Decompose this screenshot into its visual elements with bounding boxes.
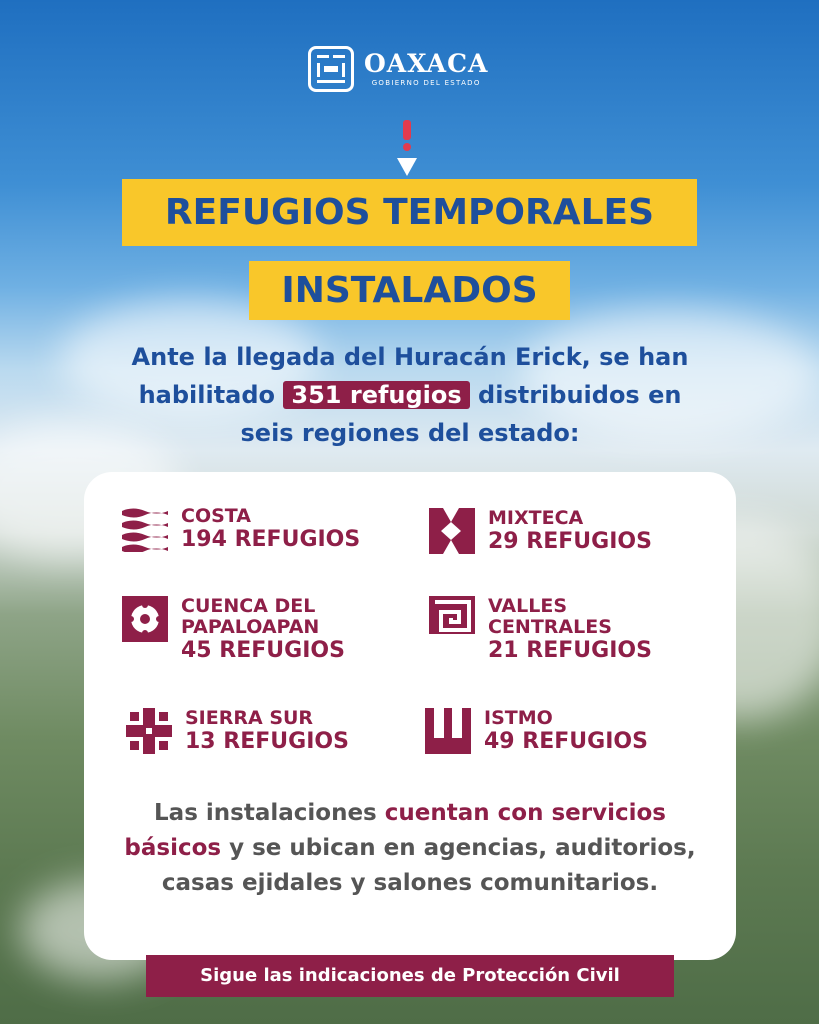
region-name-line-1: CUENCA DEL	[181, 595, 316, 617]
waves-icon	[122, 506, 168, 552]
flower-icon	[122, 596, 168, 642]
refugios-count-highlight: 351 refugios	[283, 381, 469, 409]
intro-line-2-prefix: habilitado	[138, 381, 276, 409]
region-count: 49 REFUGIOS	[484, 729, 648, 754]
region-istmo	[425, 708, 648, 755]
fret-icon	[429, 596, 475, 642]
region-count: 29 REFUGIOS	[488, 529, 652, 554]
intro-line-1: Ante la llegada del Huracán Erick, se han	[131, 343, 689, 371]
logo-subtitle: GOBIERNO DEL ESTADO	[371, 79, 481, 87]
title-line-1: REFUGIOS TEMPORALES	[122, 179, 697, 246]
region-costa	[122, 506, 360, 553]
region-name: SIERRA SUR	[185, 707, 314, 729]
intro-line-3: seis regiones del estado:	[240, 419, 580, 447]
mixteca-glyph-icon	[429, 508, 475, 554]
logo-name: OAXACA	[364, 49, 489, 78]
title-line-2: INSTALADOS	[249, 261, 570, 320]
region-valles-centrales	[429, 596, 652, 664]
region-name: ISTMO	[484, 707, 553, 729]
oaxaca-seal-icon	[308, 46, 354, 92]
info-part-2: y se ubican en agencias, auditorios, casas ejidales y salones comunitarios.	[161, 835, 696, 896]
region-name-line-2: PAPALOAPAN	[181, 616, 320, 638]
intro-text	[60, 338, 760, 452]
region-name-line-2: CENTRALES	[488, 616, 612, 638]
region-mixteca	[429, 508, 652, 555]
services-info	[120, 796, 700, 901]
info-emphasis: cuentan con servicios básicos	[124, 800, 666, 861]
region-count: 13 REFUGIOS	[185, 729, 349, 754]
region-count: 194 REFUGIOS	[181, 527, 361, 552]
region-cuenca-papaloapan	[122, 596, 345, 664]
intro-line-2	[60, 376, 760, 414]
footer-banner: Sigue las indicaciones de Protección Civil	[146, 955, 674, 997]
temple-icon	[425, 708, 471, 754]
region-count: 45 REFUGIOS	[181, 638, 345, 663]
intro-line-2-suffix: distribuidos en	[478, 381, 682, 409]
cross-pattern-icon	[126, 708, 172, 754]
region-count: 21 REFUGIOS	[488, 638, 652, 663]
region-name-line-1: VALLES	[488, 595, 567, 617]
region-sierra-sur	[126, 708, 349, 755]
region-name: COSTA	[181, 505, 251, 527]
info-part-1: Las instalaciones	[154, 800, 385, 826]
region-name: MIXTECA	[488, 507, 584, 529]
alert-icon	[394, 118, 420, 180]
oaxaca-logo	[308, 46, 488, 92]
